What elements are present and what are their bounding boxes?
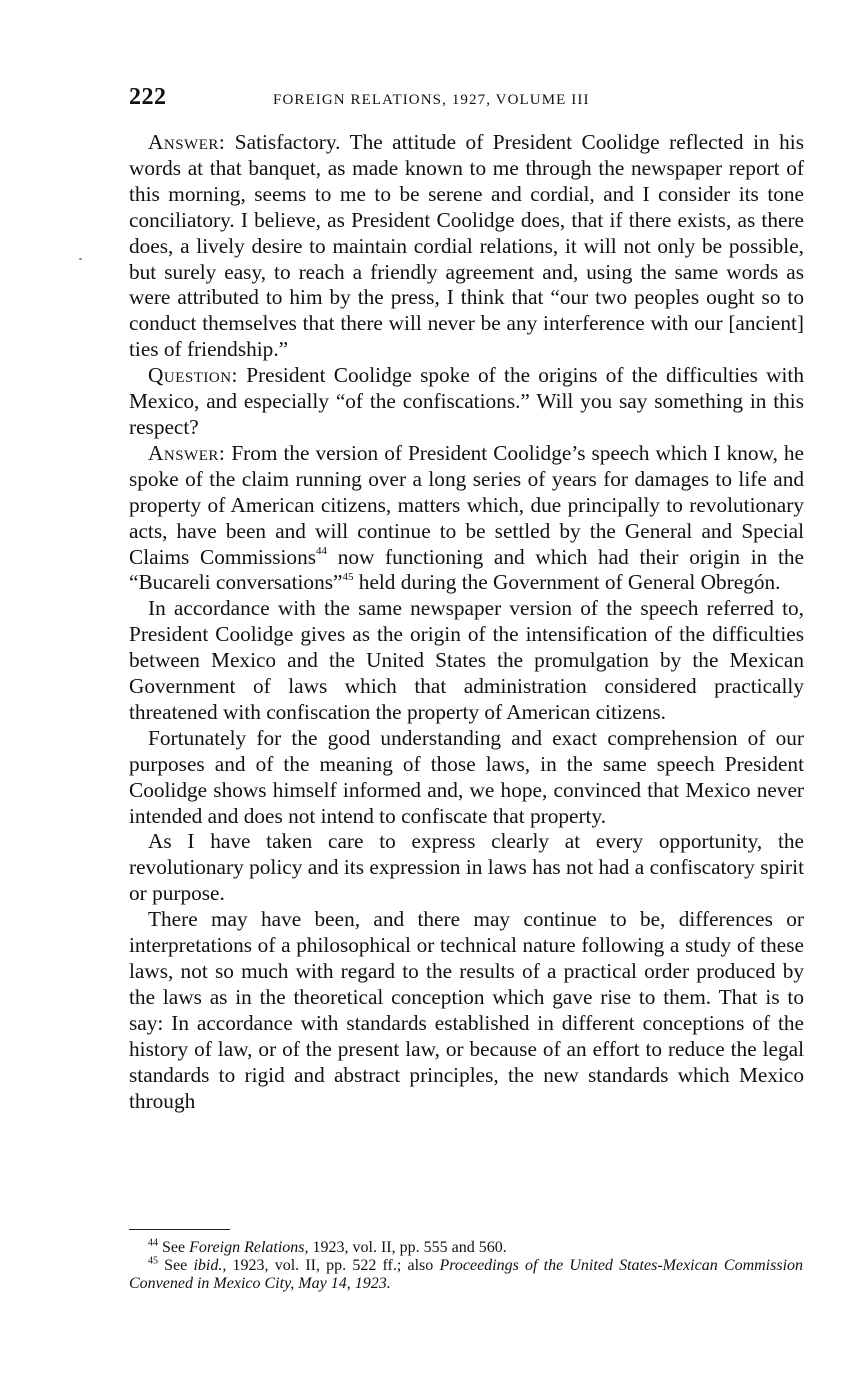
paragraph-text: now functioning and which had their origin in the “Bucareli conversations” (129, 544, 805, 595)
footnote-citation-title: ibid., (193, 1257, 227, 1274)
paragraph-text: held during the Government of General Obregón. (353, 570, 781, 595)
paragraph: There may have been, and there may continue to be, differences or interpretations of a philosophical or technical nature following a study of these laws, not so much with regard to the results of a practical order produced by the laws as in the theoretical conception which gave rise to them. That is to say: In accordance with standards established in different conceptions of the history of law, or of the present law, or because of an effort to reduce the legal standards to rigid and abstract principles, the new standards which Mexico through (129, 907, 804, 1113)
question-label: Question: (148, 363, 238, 388)
footnote-ref-44[interactable]: 44 (316, 545, 328, 558)
running-head: FOREIGN RELATIONS, 1927, VOLUME III (273, 92, 590, 108)
paragraph-question (129, 363, 804, 441)
paragraph-text: Satisfactory. The attitude of President Coolidge reflected in his words at that banquet, as made known to me through the newspaper report of this morning, seems to me to be serene and cordial, and I consider its tone conciliatory. I believe, as President Coolidge does, that if there exists, as there does, a lively desire to maintain cordial relations, it will not only be possible, but surely easy, to reach a friendly agreement and, using the same words as were attributed to him by the press, I think that “our two peoples ought so to conduct themselves that there will never be any interference with our [ancient] ties of friendship.” (129, 130, 804, 362)
footnote-text: 1923, vol. II, pp. 555 and 560. (308, 1239, 507, 1256)
footnote-text: See (158, 1257, 194, 1274)
paragraph: Fortunately for the good understanding and exact comprehension of our purposes and of the meaning of those laws, in the same speech President Coolidge shows himself informed and, we hope, convinced that Mexico never intended and does not intend to confiscate that property. (129, 725, 804, 828)
footnote-citation-title: Foreign Relations, (189, 1239, 309, 1256)
footnote-citation-title: Proceedings of the United States-Mexican Commission Convened in Mexico City, May 14, 1923. (129, 1257, 804, 1292)
page-header (127, 84, 803, 114)
footnote-mark: 44 (148, 1237, 158, 1249)
paragraph-text: From the version of President Coolidge’s speech which I know, he spoke of the claim running over a long series of years for damages to life and property of American citizens, matters which, due principally to revolutionary acts, have been and will continue to be settled by the General and Special Claims Commissions (129, 440, 804, 569)
footnote-text: See (158, 1239, 190, 1256)
paragraph-text: President Coolidge spoke of the origins of the difficulties with Mexico, and especially “of the confiscations.” Will you say something in this respect? (129, 363, 804, 439)
footnote-45 (129, 1257, 803, 1293)
footnote-ref-45[interactable]: 45 (342, 571, 354, 584)
footnote-text: 1923, vol. II, pp. 522 ff.; also (226, 1257, 440, 1274)
page-number: 222 (129, 84, 167, 110)
paragraph-answer-2 (129, 441, 804, 596)
answer-label: Answer: (148, 440, 226, 465)
answer-label: Answer: (148, 130, 226, 154)
footnote-mark: 45 (148, 1255, 158, 1267)
paragraph-answer-1 (129, 130, 804, 363)
paragraph: In accordance with the same newspaper version of the speech referred to, President Coolidge gives as the origin of the intensification of the difficulties between Mexico and the United States the promulgation by the Mexican Government of laws which that administration considered practically threatened with confiscation the property of American citizens. (129, 596, 804, 724)
footnote-44 (129, 1239, 803, 1257)
margin-speck (79, 258, 82, 260)
paragraph: As I have taken care to express clearly at every opportunity, the revolutionary policy and its expression in laws has not had a confiscatory spirit or purpose. (129, 829, 804, 906)
footnote-divider (129, 1229, 230, 1230)
body-text (129, 130, 804, 1114)
footnotes (129, 1239, 803, 1293)
